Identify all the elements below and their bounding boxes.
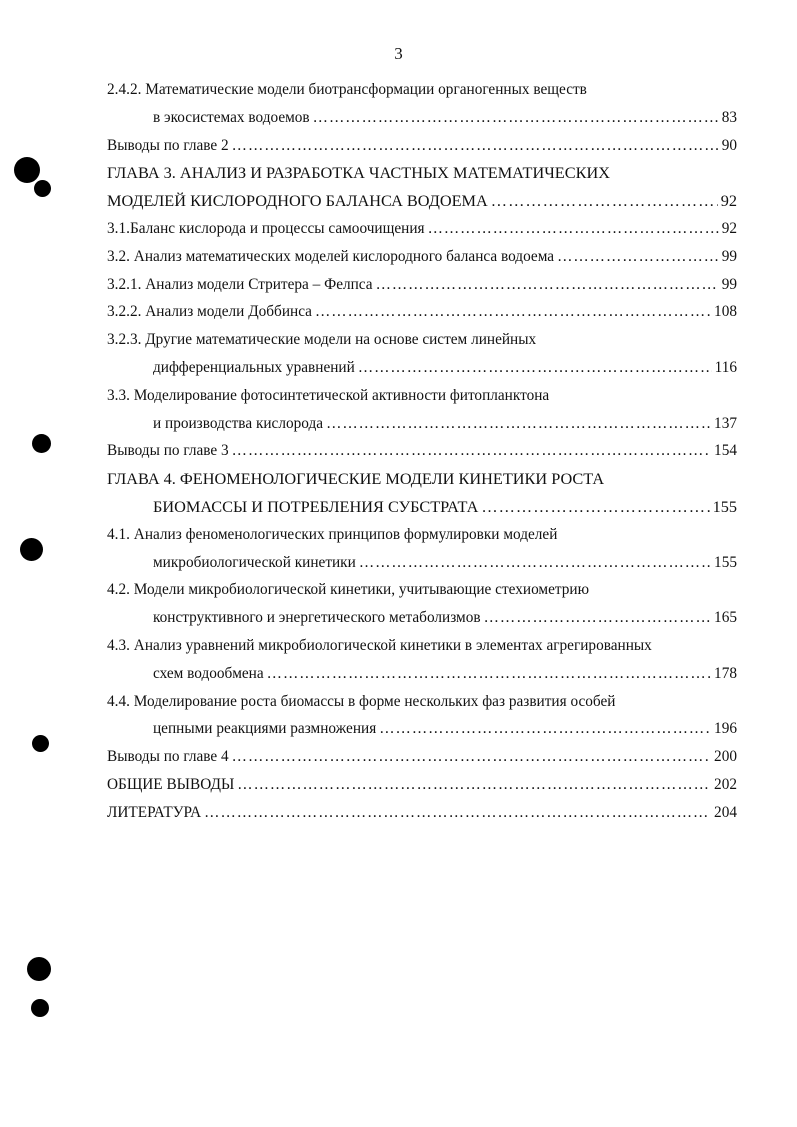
toc-entry-4-4-line2 xyxy=(107,715,737,743)
punch-hole xyxy=(34,180,51,197)
toc-entry-title: 3.2.2. Анализ модели Доббинса xyxy=(107,303,312,321)
toc-entry-literature xyxy=(107,799,737,827)
punch-hole xyxy=(32,735,49,752)
dot-leader xyxy=(376,271,719,299)
dot-leader xyxy=(232,132,719,160)
toc-entry-title: Выводы по главе 3 xyxy=(107,442,229,460)
toc-entry-title: 4.2. Модели микробиологической кинетики, учитывающие стехиометрию xyxy=(107,581,590,599)
dot-leader xyxy=(491,187,718,215)
toc-entry-3-2-1 xyxy=(107,271,737,299)
punch-hole xyxy=(32,434,51,453)
punch-hole xyxy=(27,957,51,981)
toc-entry-title: конструктивного и энергетического метаболизмов xyxy=(153,609,481,627)
toc-entry-3-2-3-line2 xyxy=(107,354,737,382)
toc-entry-title: Выводы по главе 4 xyxy=(107,748,229,766)
toc-entry-title: 3.2. Анализ математических моделей кислородного баланса водоема xyxy=(107,247,555,265)
dot-leader xyxy=(484,604,711,632)
toc-page-ref: 202 xyxy=(714,775,737,793)
toc-entry-4-1-line2 xyxy=(107,549,737,577)
toc-entry-conclusions-ch2 xyxy=(107,132,737,160)
toc-entry-4-3-line1 xyxy=(107,632,737,660)
toc-page-ref: 116 xyxy=(714,358,737,376)
punch-hole xyxy=(31,999,49,1017)
dot-leader xyxy=(232,743,711,771)
dot-leader xyxy=(481,493,709,521)
dot-leader xyxy=(232,437,711,465)
toc-page-ref: 90 xyxy=(721,136,737,154)
toc-entry-title: ОБЩИЕ ВЫВОДЫ xyxy=(107,775,235,793)
dot-leader xyxy=(313,104,719,132)
toc-entry-title: 3.2.1. Анализ модели Стритера – Фелпса xyxy=(107,275,373,293)
toc-entry-4-4-line1 xyxy=(107,688,737,716)
toc-page-ref: 178 xyxy=(714,664,737,682)
toc-entry-chapter4-line1 xyxy=(107,465,737,493)
toc-entry-chapter3-line2 xyxy=(107,187,737,215)
toc-entry-title: микробиологической кинетики xyxy=(153,553,356,571)
toc-page-ref: 204 xyxy=(714,803,737,821)
toc-entry-title: цепными реакциями размножения xyxy=(153,720,377,738)
toc-page-ref: 165 xyxy=(714,609,737,627)
toc-entry-title: МОДЕЛЕЙ КИСЛОРОДНОГО БАЛАНСА ВОДОЕМА xyxy=(107,191,488,211)
dot-leader xyxy=(267,660,711,688)
toc-entry-3-1 xyxy=(107,215,737,243)
toc-page-ref: 137 xyxy=(714,414,737,432)
dot-leader xyxy=(358,354,712,382)
toc-page-ref: 99 xyxy=(721,247,737,265)
punch-hole xyxy=(20,538,43,561)
toc-entry-chapter3-line1 xyxy=(107,159,737,187)
dot-leader xyxy=(428,215,719,243)
toc-entry-conclusions-ch4 xyxy=(107,743,737,771)
toc-entry-title: 4.4. Моделирование роста биомассы в форме нескольких фаз развития особей xyxy=(107,692,616,710)
toc-entry-title: Выводы по главе 2 xyxy=(107,136,229,154)
toc-page-ref: 155 xyxy=(714,553,737,571)
dot-leader xyxy=(315,298,711,326)
toc-entry-title: схем водообмена xyxy=(153,664,264,682)
toc-entry-title: 4.3. Анализ уравнений микробиологической кинетики в элементах агрегированных xyxy=(107,636,652,654)
toc-page-ref: 196 xyxy=(714,720,737,738)
dot-leader xyxy=(557,243,719,271)
toc-entry-3-2-3-line1 xyxy=(107,326,737,354)
page-number: 3 xyxy=(394,44,403,63)
toc-page-ref: 200 xyxy=(714,748,737,766)
table-of-contents xyxy=(107,76,737,827)
toc-entry-title: 4.1. Анализ феноменологических принципов формулировки моделей xyxy=(107,525,558,543)
toc-entry-4-3-line2 xyxy=(107,660,737,688)
dot-leader xyxy=(204,799,711,827)
dot-leader xyxy=(237,771,711,799)
toc-entry-2-4-2-line1 xyxy=(107,76,737,104)
toc-page-ref: 83 xyxy=(721,108,737,126)
toc-entry-3-2-2 xyxy=(107,298,737,326)
toc-entry-title: 2.4.2. Математические модели биотрансформации органогенных веществ xyxy=(107,81,587,98)
toc-entry-4-1-line1 xyxy=(107,521,737,549)
toc-entry-title: ГЛАВА 4. ФЕНОМЕНОЛОГИЧЕСКИЕ МОДЕЛИ КИНЕТИКИ РОСТА xyxy=(107,469,605,489)
toc-page-ref: 99 xyxy=(721,275,737,293)
toc-entry-title: 3.3. Моделирование фотосинтетической активности фитопланктона xyxy=(107,386,550,404)
toc-entry-4-2-line2 xyxy=(107,604,737,632)
toc-page-ref: 92 xyxy=(720,191,737,211)
toc-entry-general-conclusions xyxy=(107,771,737,799)
toc-entry-3-3-line1 xyxy=(107,382,737,410)
toc-entry-title: дифференциальных уравнений xyxy=(153,358,355,376)
toc-page-ref: 154 xyxy=(714,442,737,460)
toc-entry-4-2-line1 xyxy=(107,576,737,604)
toc-entry-chapter4-line2 xyxy=(107,493,737,521)
toc-entry-title: ЛИТЕРАТУРА xyxy=(107,803,202,821)
toc-page-ref: 92 xyxy=(721,219,737,237)
toc-entry-title: 3.2.3. Другие математические модели на основе систем линейных xyxy=(107,331,537,349)
toc-entry-title: и производства кислорода xyxy=(153,414,324,432)
toc-entry-3-3-line2 xyxy=(107,410,737,438)
toc-entry-title: 3.1.Баланс кислорода и процессы самоочищения xyxy=(107,219,425,237)
dot-leader xyxy=(326,410,711,438)
dot-leader xyxy=(359,549,711,577)
punch-hole xyxy=(14,157,40,183)
toc-entry-2-4-2-line2 xyxy=(107,104,737,132)
toc-entry-title: ГЛАВА 3. АНАЛИЗ И РАЗРАБОТКА ЧАСТНЫХ МАТЕМАТИЧЕСКИХ xyxy=(107,163,610,183)
toc-entry-conclusions-ch3 xyxy=(107,437,737,465)
toc-page-ref: 108 xyxy=(714,303,737,321)
toc-entry-title: БИОМАССЫ И ПОТРЕБЛЕНИЯ СУБСТРАТА xyxy=(153,496,479,516)
toc-entry-title: в экосистемах водоемов xyxy=(153,108,310,126)
toc-entry-3-2 xyxy=(107,243,737,271)
toc-page-ref: 155 xyxy=(712,496,737,516)
dot-leader xyxy=(379,715,711,743)
